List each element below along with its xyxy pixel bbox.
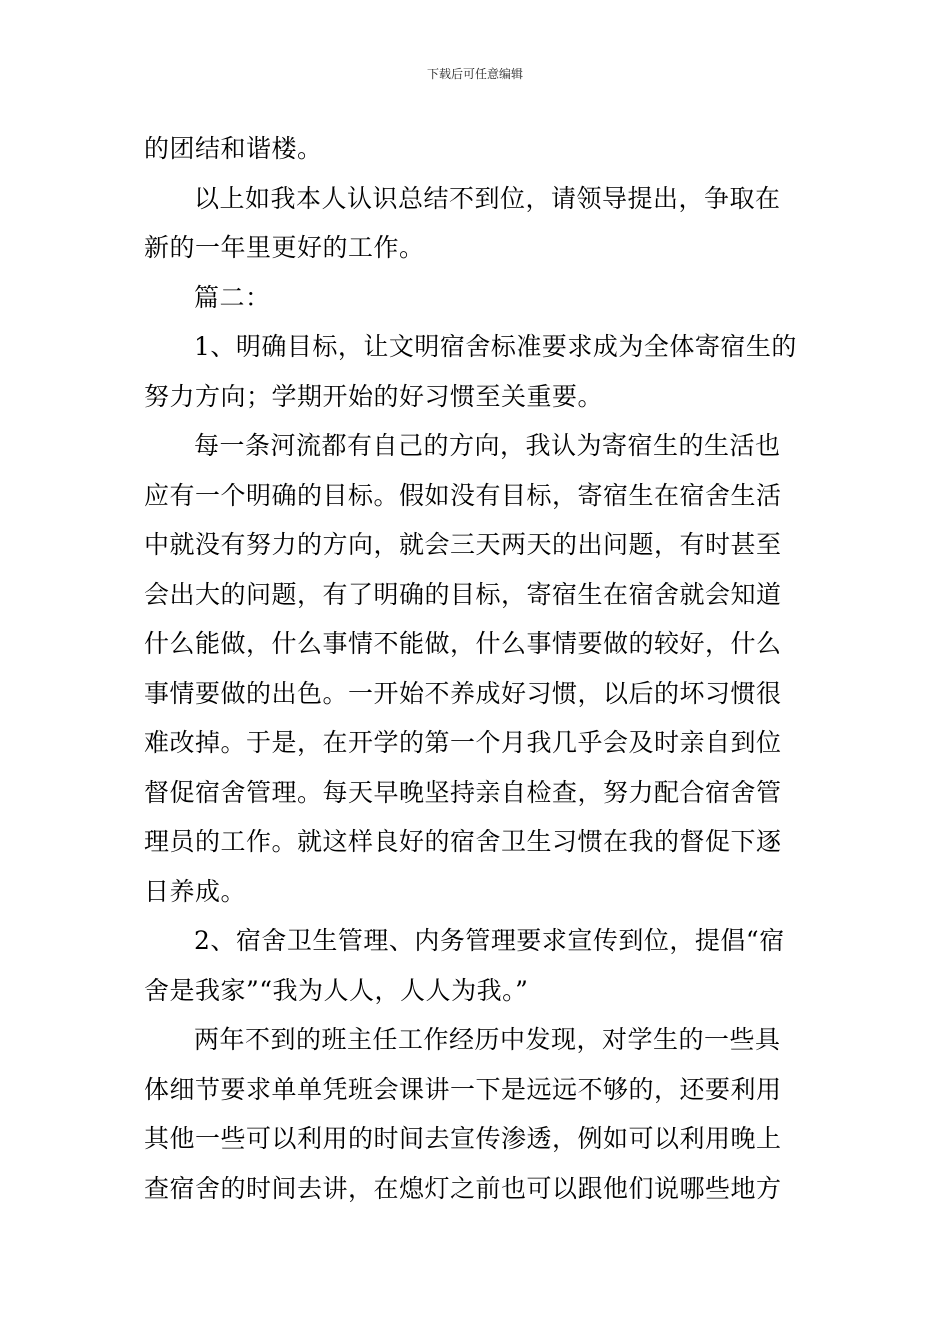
text-line: 难改掉。于是，在开学的第一个月我几乎会及时亲自到位 [144, 728, 782, 757]
text-line: 日养成。 [144, 876, 247, 906]
text-line: 1、明确目标，让文明宿舍标准要求成为全体寄宿生的 [194, 332, 797, 361]
text-line: 事情要做的出色。一开始不养成好习惯，以后的坏习惯很 [144, 678, 782, 708]
text-line: 督促宿舍管理。每天早晚坚持亲自检查，努力配合宿舍管 [144, 777, 782, 807]
text-line: 努力方向；学期开始的好习惯至关重要。 [144, 381, 604, 411]
text-line: 两年不到的班主任工作经历中发现，对学生的一些具 [194, 1025, 781, 1054]
text-line: 什么能做，什么事情不能做，什么事情要做的较好，什么 [144, 629, 782, 658]
text-line: 舍是我家”“我为人人，人人为我。” [144, 975, 529, 1005]
text-line: 查宿舍的时间去讲，在熄灯之前也可以跟他们说哪些地方 [144, 1173, 782, 1203]
text-line: 体细节要求单单凭班会课讲一下是远远不够的，还要利用 [144, 1074, 782, 1104]
text-line: 新的一年里更好的工作。 [144, 233, 425, 262]
text-line: 会出大的问题，有了明确的目标，寄宿生在宿舍就会知道 [144, 579, 782, 609]
text-line: 理员的工作。就这样良好的宿舍卫生习惯在我的督促下逐 [144, 827, 782, 856]
text-line: 以上如我本人认识总结不到位，请领导提出，争取在 [194, 183, 781, 213]
text-line: 其他一些可以利用的时间去宣传渗透，例如可以利用晚上 [144, 1124, 782, 1153]
text-line: 的团结和谐楼。 [144, 134, 323, 163]
page-header: 下载后可任意编辑 [426, 67, 523, 81]
text-line: 应有一个明确的目标。假如没有目标，寄宿生在宿舍生活 [144, 480, 782, 510]
section-heading: 篇二： [194, 282, 271, 312]
text-line: 中就没有努力的方向，就会三天两天的出问题，有时甚至 [144, 530, 782, 559]
text-line: 2、宿舍卫生管理、内务管理要求宣传到位，提倡“宿 [194, 926, 785, 955]
document-body [144, 124, 808, 1213]
text-line: 每一条河流都有自己的方向，我认为寄宿生的生活也 [194, 431, 781, 460]
